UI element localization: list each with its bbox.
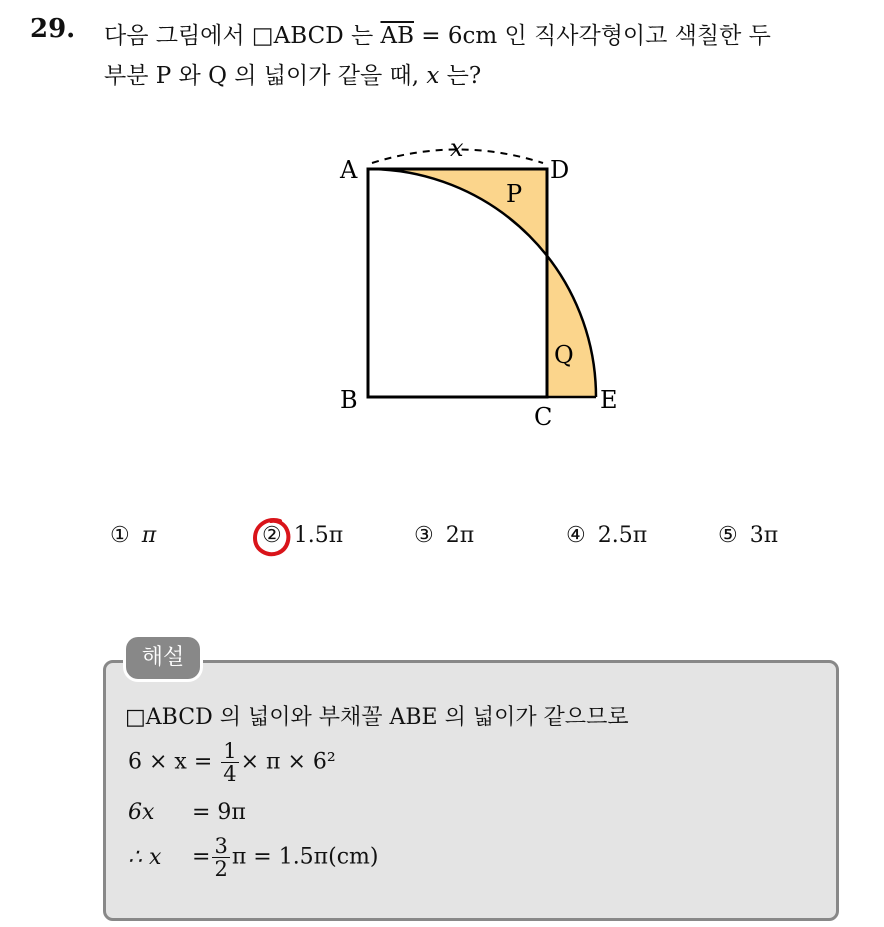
label-a: A (340, 156, 358, 184)
geometry-figure (320, 130, 640, 440)
eq1-frac-denominator: 4 (223, 762, 237, 786)
label-p: P (506, 180, 523, 208)
question-number: 29. (30, 14, 76, 44)
eq3-frac-numerator: 3 (214, 834, 228, 858)
answer-circle-mark (250, 515, 294, 559)
label-q: Q (554, 341, 574, 369)
choice-5[interactable] (718, 523, 778, 548)
label-b: B (340, 386, 358, 414)
choice-1-number: ① (110, 523, 130, 548)
question-text (104, 16, 874, 96)
solution-line-1: □ABCD 의 넓이와 부채꼴 ABE 의 넓이가 같으므로 (125, 705, 629, 730)
eq3-equals: = (192, 844, 211, 870)
label-x: x (450, 134, 464, 162)
choice-5-value: 3π (749, 523, 779, 548)
label-d: D (550, 156, 570, 184)
question-line-2-end: 는? (439, 63, 482, 89)
choice-4[interactable] (566, 523, 647, 548)
solution-equation-2 (128, 800, 246, 825)
question-line-1-end: = 6cm 인 직사각형이고 색칠한 두 (414, 23, 771, 49)
choice-3-value: 2π (445, 523, 475, 548)
choice-4-value: 2.5π (597, 523, 648, 548)
choice-4-number: ④ (566, 523, 586, 548)
eq1-frac-numerator: 1 (223, 739, 237, 763)
question-line-1-start: 다음 그림에서 □ABCD 는 (104, 23, 381, 49)
choice-5-number: ⑤ (718, 523, 738, 548)
eq2-left: 6x (128, 800, 155, 825)
variable-x: x (426, 63, 440, 89)
choice-1[interactable] (110, 523, 156, 548)
question-line-1 (104, 16, 874, 56)
solution-equation-3 (128, 835, 379, 880)
segment-ab-label: $\overline{AB}$ (380, 23, 414, 49)
eq3-fraction (212, 835, 229, 880)
region-q (547, 256, 596, 397)
eq1-right: × π × 6² (240, 749, 336, 775)
choice-2-number: ② (262, 523, 282, 548)
choice-2-value: 1.5π (293, 523, 344, 548)
choice-1-value: π (141, 523, 157, 548)
eq3-frac-denominator: 2 (214, 857, 228, 881)
eq2-right: = 9π (192, 800, 246, 825)
eq3-right: π = 1.5π(cm) (231, 844, 379, 870)
question-line-2-start: 부분 P 와 Q 의 넓이가 같을 때, (104, 63, 427, 89)
solution-tab: 해설 (126, 637, 200, 679)
eq3-left: ∴ x (128, 844, 162, 870)
choice-3-number: ③ (414, 523, 434, 548)
question-line-2 (104, 56, 874, 96)
eq1-fraction (221, 740, 238, 785)
label-e: E (600, 386, 618, 414)
choice-3[interactable] (414, 523, 474, 548)
solution-equation-1 (128, 740, 336, 785)
eq1-left: 6 × x = (128, 749, 220, 775)
label-c: C (534, 403, 553, 431)
